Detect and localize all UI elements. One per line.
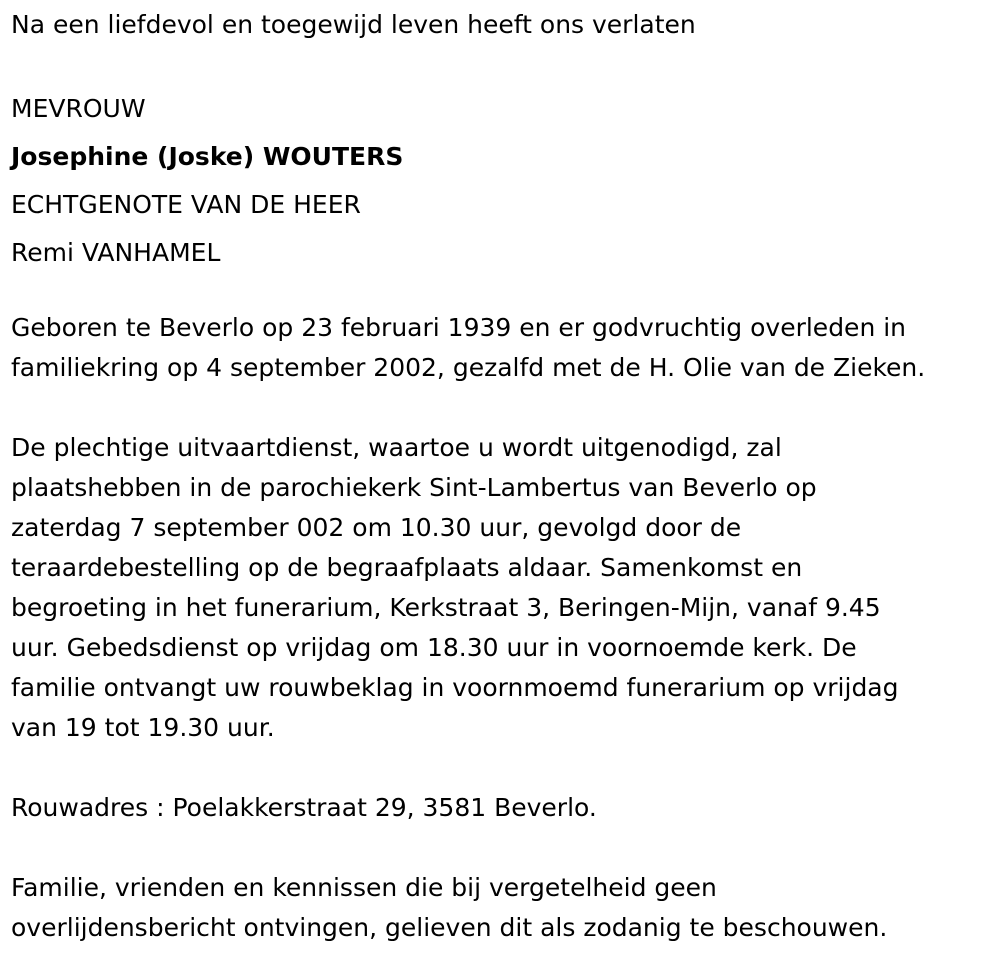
paragraph-line: Familie, vrienden en kennissen die bij vergetelheid geen bbox=[11, 873, 717, 902]
closing-paragraph bbox=[11, 868, 991, 948]
paragraph-line: begroeting in het funerarium, Kerkstraat 3, Beringen-Mijn, vanaf 9.45 bbox=[11, 593, 881, 622]
paragraph-line: familie ontvangt uw rouwbeklag in voornmoemd funerarium op vrijdag bbox=[11, 673, 899, 702]
paragraph-line: uur. Gebedsdienst op vrijdag om 18.30 uur in voornoemde kerk. De bbox=[11, 633, 857, 662]
deceased-block bbox=[11, 85, 991, 277]
obituary-document bbox=[11, 5, 991, 948]
mourning-address: Rouwadres : Poelakkerstraat 29, 3581 Beverlo. bbox=[11, 793, 597, 822]
paragraph-line: teraardebestelling op de begraafplaats aldaar. Samenkomst en bbox=[11, 553, 803, 582]
honorific: MEVROUW bbox=[11, 94, 146, 123]
paragraph-line: Geboren te Beverlo op 23 februari 1939 en er godvruchtig overleden in bbox=[11, 313, 907, 342]
deceased-name: Josephine (Joske) WOUTERS bbox=[11, 142, 404, 171]
service-paragraph bbox=[11, 428, 991, 748]
birth-death-paragraph bbox=[11, 308, 991, 388]
paragraph-line: familiekring op 4 september 2002, gezalfd met de H. Olie van de Zieken. bbox=[11, 353, 926, 382]
paragraph-line: plaatshebben in de parochiekerk Sint-Lambertus van Beverlo op bbox=[11, 473, 817, 502]
spouse-name: Remi VANHAMEL bbox=[11, 238, 221, 267]
relation-label: ECHTGENOTE VAN DE HEER bbox=[11, 190, 361, 219]
paragraph-line: overlijdensbericht ontvingen, gelieven dit als zodanig te beschouwen. bbox=[11, 913, 888, 942]
address-paragraph bbox=[11, 788, 991, 828]
paragraph-line: zaterdag 7 september 002 om 10.30 uur, gevolgd door de bbox=[11, 513, 742, 542]
paragraph-line: van 19 tot 19.30 uur. bbox=[11, 713, 275, 742]
intro-line: Na een liefdevol en toegewijd leven heeft ons verlaten bbox=[11, 10, 696, 39]
paragraph-line: De plechtige uitvaartdienst, waartoe u wordt uitgenodigd, zal bbox=[11, 433, 782, 462]
